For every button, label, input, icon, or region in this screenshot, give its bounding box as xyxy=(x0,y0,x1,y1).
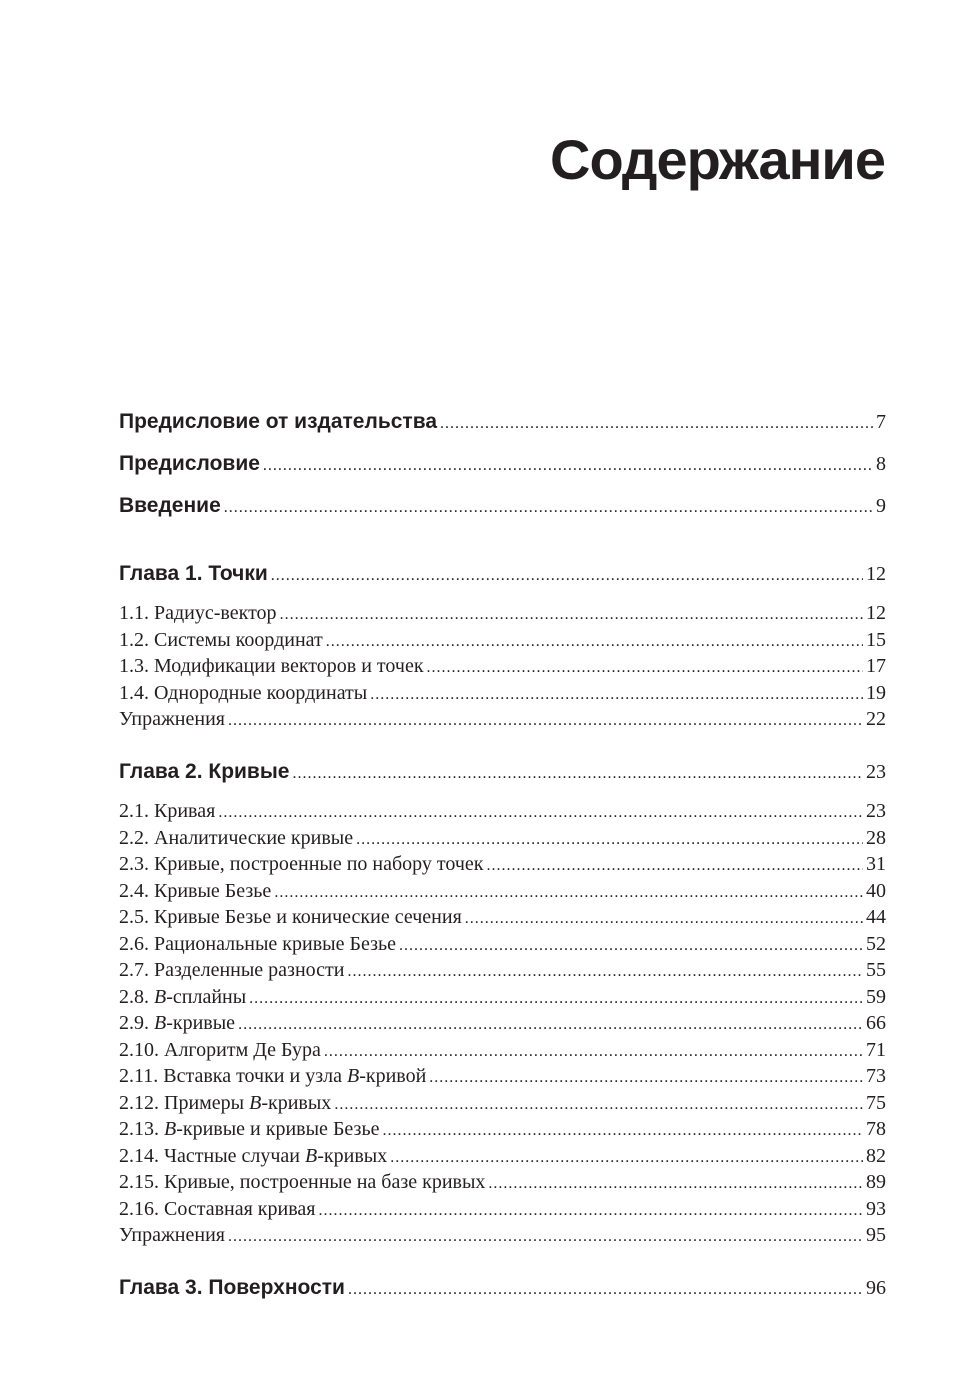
toc-section-entry xyxy=(119,959,886,985)
page-number: 66 xyxy=(866,1012,886,1034)
entry-title xyxy=(119,827,353,850)
entry-title-italic: B xyxy=(249,1092,262,1114)
page-number: 44 xyxy=(866,906,886,928)
toc-section-entry xyxy=(119,1224,886,1250)
entry-title xyxy=(119,655,424,678)
dot-leader xyxy=(465,910,863,928)
toc-section-entry xyxy=(119,708,886,734)
entry-title xyxy=(119,1276,345,1300)
page-number: 55 xyxy=(866,959,886,981)
entry-title-text: Глава 3. Поверхности xyxy=(119,1276,345,1299)
page-number: 9 xyxy=(876,495,886,517)
entry-title-text: 2.11. Вставка точки и узла xyxy=(119,1065,347,1087)
entry-title-text: 1.1. Радиус-вектор xyxy=(119,602,277,624)
toc-section-entry xyxy=(119,1198,886,1224)
toc-section-entry xyxy=(119,1171,886,1197)
page-number: 59 xyxy=(866,986,886,1008)
toc-section-entry xyxy=(119,602,886,628)
page-number: 31 xyxy=(866,853,886,875)
entry-title xyxy=(119,1118,379,1141)
toc-section-entry xyxy=(119,655,886,681)
entry-title-text: 2.7. Разделенные разности xyxy=(119,959,345,981)
entry-title-text: 2.2. Аналитические кривые xyxy=(119,827,354,849)
dot-leader xyxy=(218,804,863,822)
entry-title-text: Упражнения xyxy=(119,708,225,730)
toc-chapter-entry xyxy=(119,1276,886,1306)
entry-title-text: 1.2. Системы координат xyxy=(119,629,323,651)
toc-section-entry xyxy=(119,800,886,826)
entry-title xyxy=(119,1039,321,1062)
entry-title-suffix: -кривые и кривые Безье xyxy=(176,1118,380,1140)
entry-title-italic: B xyxy=(164,1118,177,1140)
toc-section-entry xyxy=(119,906,886,932)
toc-chapter-entry xyxy=(119,494,886,524)
entry-title-text: 2.8. xyxy=(119,986,154,1008)
dot-leader xyxy=(487,857,863,875)
entry-title xyxy=(119,760,289,784)
entry-title-italic: B xyxy=(154,986,167,1008)
dot-leader xyxy=(370,686,863,704)
entry-title-suffix: -кривой xyxy=(359,1065,427,1087)
dot-leader xyxy=(399,937,863,955)
entry-title-text: 2.16. Составная кривая xyxy=(119,1198,316,1220)
page-number: 22 xyxy=(866,708,886,730)
page-number: 78 xyxy=(866,1118,886,1140)
entry-title-text: Введение xyxy=(119,494,221,517)
page-number: 8 xyxy=(876,453,886,475)
page-number: 17 xyxy=(866,655,886,677)
toc-chapter-entry xyxy=(119,562,886,592)
entry-title xyxy=(119,410,437,434)
dot-leader xyxy=(263,457,873,475)
toc-chapter-entry xyxy=(119,760,886,790)
toc-section-entry xyxy=(119,986,886,1012)
dot-leader xyxy=(427,659,863,677)
entry-title xyxy=(119,853,484,876)
toc-section-entry xyxy=(119,880,886,906)
entry-title-text: Предисловие xyxy=(119,452,260,475)
page-number: 89 xyxy=(866,1171,886,1193)
page-number: 52 xyxy=(866,933,886,955)
entry-title-text: 2.15. Кривые, построенные на базе кривых xyxy=(119,1171,486,1193)
dot-leader xyxy=(228,712,863,730)
entry-title-text: 2.13. xyxy=(119,1118,164,1140)
dot-leader xyxy=(356,831,863,849)
entry-title xyxy=(119,986,246,1009)
entry-title-suffix: -кривых xyxy=(261,1092,332,1114)
entry-title-text: 2.10. Алгоритм Де Бура xyxy=(119,1039,321,1061)
page-number: 75 xyxy=(866,1092,886,1114)
toc-section-entry xyxy=(119,1145,886,1171)
page-title: Содержание xyxy=(550,128,885,191)
entry-title-text: 2.5. Кривые Безье и конические сечения xyxy=(119,906,462,928)
toc-section-entry xyxy=(119,827,886,853)
page-number: 12 xyxy=(866,602,886,624)
entry-title xyxy=(119,629,323,652)
page-number: 7 xyxy=(876,411,886,433)
dot-leader xyxy=(429,1069,863,1087)
entry-title xyxy=(119,1065,426,1088)
dot-leader xyxy=(488,1175,863,1193)
dot-leader xyxy=(382,1122,863,1140)
dot-leader xyxy=(271,567,863,585)
entry-title-italic: B xyxy=(154,1012,167,1034)
toc-chapter-entry xyxy=(119,452,886,482)
entry-title xyxy=(119,1092,331,1115)
entry-title xyxy=(119,959,344,982)
dot-leader xyxy=(228,1228,863,1246)
toc-section-entry xyxy=(119,1092,886,1118)
page-number: 23 xyxy=(866,800,886,822)
toc-section-entry xyxy=(119,1065,886,1091)
entry-title-text: Упражнения xyxy=(119,1224,225,1246)
toc-section-entry xyxy=(119,933,886,959)
entry-title xyxy=(119,1224,225,1247)
entry-title-text: 2.4. Кривые Безье xyxy=(119,880,272,902)
dot-leader xyxy=(334,1096,863,1114)
entry-title-text: Предисловие от издательства xyxy=(119,410,438,433)
entry-title xyxy=(119,452,260,476)
entry-title xyxy=(119,602,277,625)
entry-title-text: 2.3. Кривые, построенные по набору точек xyxy=(119,853,484,875)
entry-title-italic: B xyxy=(346,1065,360,1087)
dot-leader xyxy=(348,1281,863,1299)
entry-title-text: 2.1. Кривая xyxy=(119,800,216,822)
entry-title xyxy=(119,1012,235,1035)
dot-leader xyxy=(440,415,873,433)
toc-section-entry xyxy=(119,1012,886,1038)
toc-section-entry xyxy=(119,853,886,879)
entry-title-suffix: -кривых xyxy=(317,1145,388,1167)
dot-leader xyxy=(238,1016,863,1034)
dot-leader xyxy=(324,1043,863,1061)
page-number: 93 xyxy=(866,1198,886,1220)
dot-leader xyxy=(274,884,863,902)
entry-title xyxy=(119,800,215,823)
page-number: 28 xyxy=(866,827,886,849)
entry-title xyxy=(119,933,396,956)
entry-title xyxy=(119,906,462,929)
toc-section-entry xyxy=(119,1039,886,1065)
dot-leader xyxy=(292,765,863,783)
page-number: 12 xyxy=(866,563,886,585)
entry-title xyxy=(119,1198,315,1221)
entry-title-suffix: -кривые xyxy=(166,1012,236,1034)
entry-title-text: 2.9. xyxy=(119,1012,154,1034)
entry-title-text: 2.14. Частные случаи xyxy=(119,1145,306,1167)
page-number: 15 xyxy=(866,629,886,651)
entry-title xyxy=(119,1145,387,1168)
dot-leader xyxy=(326,633,863,651)
page-number: 95 xyxy=(866,1224,886,1246)
entry-title xyxy=(119,1171,485,1194)
dot-leader xyxy=(249,990,863,1008)
dot-leader xyxy=(224,499,873,517)
entry-title-italic: B xyxy=(305,1145,318,1167)
entry-title xyxy=(119,562,268,586)
dot-leader xyxy=(347,963,863,981)
page-number: 40 xyxy=(866,880,886,902)
entry-title xyxy=(119,880,271,903)
toc-section-entry xyxy=(119,629,886,655)
entry-title-text: 1.3. Модификации векторов и точек xyxy=(119,655,424,677)
dot-leader xyxy=(280,606,863,624)
dot-leader xyxy=(390,1149,863,1167)
toc-chapter-entry xyxy=(119,410,886,440)
page-number: 82 xyxy=(866,1145,886,1167)
entry-title-text: 1.4. Однородные координаты xyxy=(119,682,368,704)
page-number: 71 xyxy=(866,1039,886,1061)
entry-title-suffix: -сплайны xyxy=(166,986,247,1008)
dot-leader xyxy=(318,1202,863,1220)
page-number: 23 xyxy=(866,761,886,783)
toc-section-entry xyxy=(119,1118,886,1144)
entry-title xyxy=(119,682,367,705)
entry-title-text: Глава 2. Кривые xyxy=(119,760,290,783)
page-number: 73 xyxy=(866,1065,886,1087)
entry-title-text: 2.6. Рациональные кривые Безье xyxy=(119,933,396,955)
page-number: 96 xyxy=(866,1277,886,1299)
entry-title xyxy=(119,494,221,518)
entry-title xyxy=(119,708,225,731)
page-number: 19 xyxy=(866,682,886,704)
entry-title-text: Глава 1. Точки xyxy=(119,562,268,585)
toc-section-entry xyxy=(119,682,886,708)
entry-title-text: 2.12. Примеры xyxy=(119,1092,250,1114)
